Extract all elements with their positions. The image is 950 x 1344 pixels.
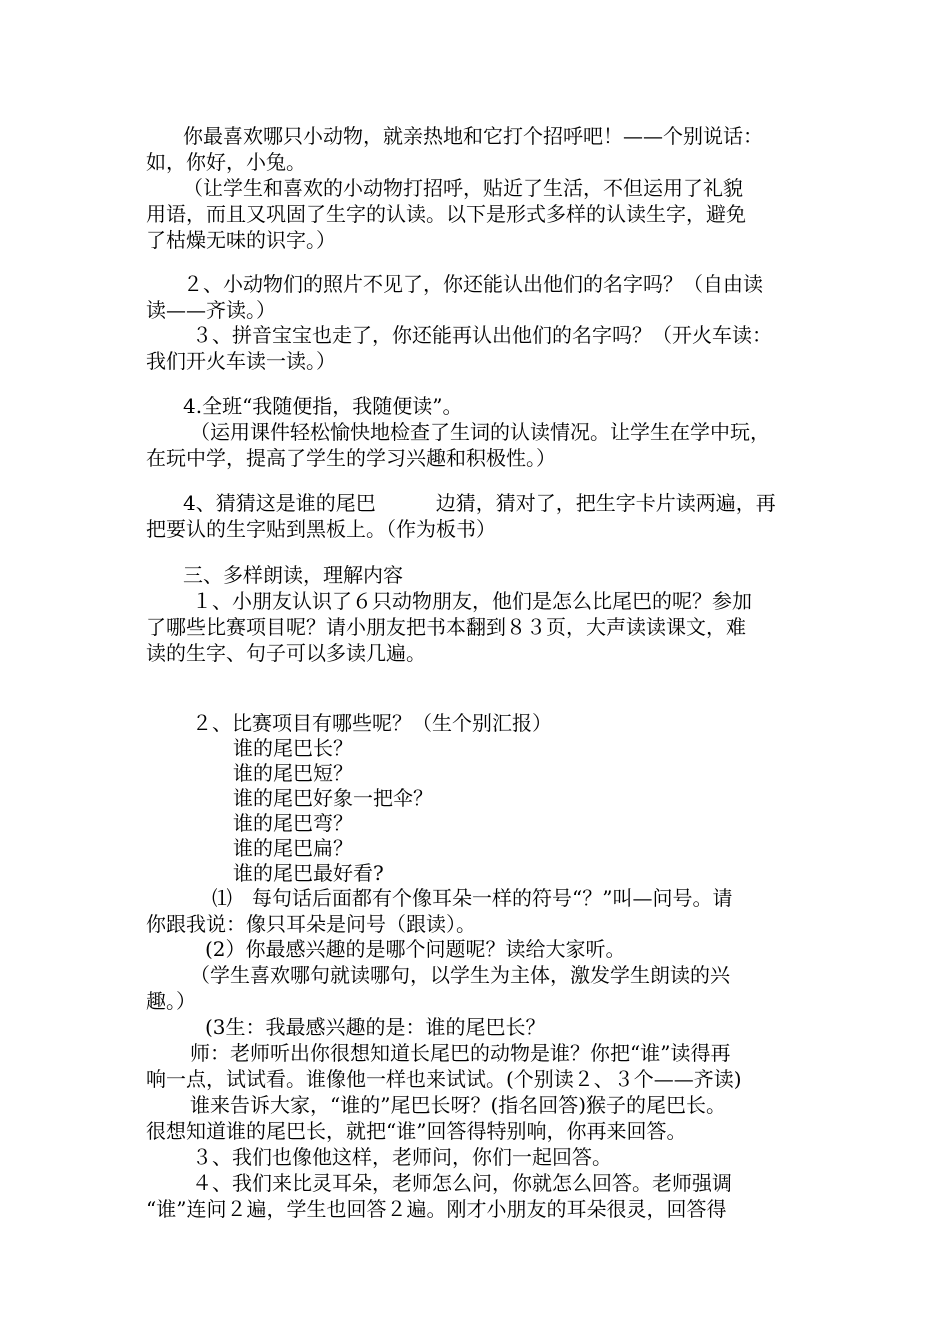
text-line: 响一点，试试看。谁像他一样也来试试。(个别读２、３个——齐读) [146, 1067, 742, 1091]
text-line: 我们开火车读一读。） [146, 349, 336, 373]
text-line: 谁的尾巴长？ [233, 736, 353, 760]
text-line: １、小朋友认识了６只动物朋友，他们是怎么比尾巴的呢？参加 [192, 589, 752, 613]
text-line: 读的生字、句子可以多读几遍。 [146, 641, 426, 665]
text-line: ３、我们也像他这样，老师问，你们一起回答。 [192, 1145, 612, 1169]
text-line: (3生：我最感兴趣的是：谁的尾巴长？ [205, 1015, 546, 1039]
text-line: 4、猜猜这是谁的尾巴 边猜，猜对了，把生字卡片读两遍，再 [183, 491, 776, 515]
text-line: 谁的尾巴扁？ [233, 836, 353, 860]
text-line: 读——齐读。） [146, 298, 276, 322]
text-line: （学生喜欢哪句就读哪句，以学生为主体，激发学生朗读的兴 [190, 963, 730, 987]
text-line: 谁的尾巴弯？ [233, 811, 353, 835]
text-line: 了枯燥无味的识字。） [146, 228, 336, 252]
text-line: 把要认的生字贴到黑板上。（作为板书） [146, 517, 496, 541]
text-line: 谁的尾巴短？ [233, 761, 353, 785]
text-line: （让学生和喜欢的小动物打招呼，贴近了生活，不但运用了礼貌 [183, 176, 743, 200]
text-line: 谁来告诉大家，“谁的”尾巴长呀？(指名回答)猴子的尾巴长。 [190, 1093, 727, 1117]
text-line: ⑴ 每句话后面都有个像耳朵一样的符号“？”叫—问号。请 [212, 886, 733, 910]
text-line: 了哪些比赛项目呢？请小朋友把书本翻到８３页，大声读读课文，难 [146, 615, 746, 639]
text-line: 4.全班“我随便指，我随便读”。 [183, 394, 463, 418]
text-line: “谁”连问２遍，学生也回答２遍。刚才小朋友的耳朵很灵，回答得 [146, 1197, 727, 1221]
text-line: （运用课件轻松愉快地检查了生词的认读情况。让学生在学中玩， [190, 420, 770, 444]
text-line: 很想知道谁的尾巴长，就把“谁”回答得特别响，你再来回答。 [146, 1119, 687, 1143]
text-line: 趣。） [146, 989, 196, 1013]
text-line: 谁的尾巴最好看? [233, 861, 384, 885]
text-line: 三、多样朗读，理解内容 [183, 563, 403, 587]
text-line: ２、小动物们的照片不见了，你还能认出他们的名字吗？（自由读 [183, 272, 763, 296]
text-line: 你跟我说：像只耳朵是问号（跟读）。 [146, 912, 476, 936]
text-line: (2）你最感兴趣的是哪个问题呢？读给大家听。 [205, 937, 626, 961]
text-line: ４、我们来比灵耳朵，老师怎么问，你就怎么回答。老师强调 [192, 1171, 732, 1195]
text-line: 在玩中学，提高了学生的学习兴趣和积极性。） [146, 446, 556, 470]
text-line: 用语，而且又巩固了生字的认读。以下是形式多样的认读生字，避免 [146, 202, 746, 226]
text-line: 如，你好，小兔。 [146, 150, 306, 174]
text-line: ３、拼音宝宝也走了，你还能再认出他们的名字吗？（开火车读： [192, 323, 772, 347]
text-line: 谁的尾巴好象一把伞？ [233, 786, 433, 810]
text-line: 你最喜欢哪只小动物，就亲热地和它打个招呼吧！——个别说话： [183, 124, 763, 148]
text-line: ２、比赛项目有哪些呢？（生个别汇报） [192, 711, 552, 735]
text-line: 师：老师听出你很想知道长尾巴的动物是谁？你把“谁”读得再 [190, 1041, 731, 1065]
